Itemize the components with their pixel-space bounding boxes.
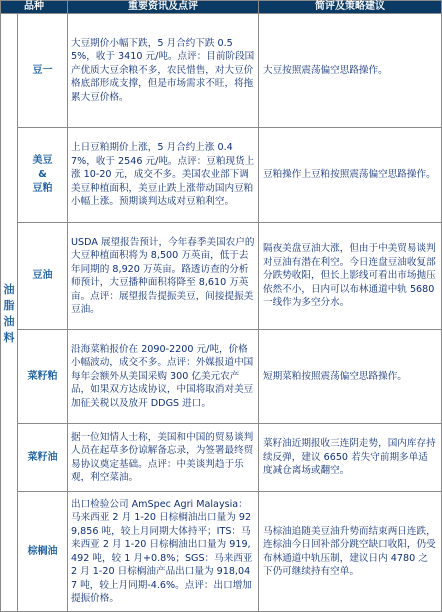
variety-name-line: 豆油 xyxy=(32,270,53,281)
category-char: 脂 xyxy=(3,298,15,312)
table-row xyxy=(1,128,442,223)
header-comment: 简评及策略建议 xyxy=(259,1,442,14)
header-news: 重要资讯及点评 xyxy=(68,1,259,14)
news-cell: 上日豆粕期价上涨，5 月合约上涨 0.47%，收于 2546 元/吨。点评：豆粕现货上涨 10-20 元，成交不多。美国农业部下调美豆种植面积，美豆止跌上涨带动国内豆粕小幅上涨。预期谈判达成对豆粕利空。 xyxy=(68,128,259,223)
variety-name xyxy=(18,330,68,424)
variety-name xyxy=(18,128,68,223)
news-cell: 大豆期价小幅下跌，5 月合约下跌 0.55%，收于 3410 元/吨。点评：目前阶段国产优质大豆余粮不多，农民惜售，对大豆价格底部形成支撑，但是市场需求不旺，将拖累大豆价格。 xyxy=(68,14,259,128)
news-cell: 据一位知情人士称，美国和中国的贸易谈判人员在起草多份谅解备忘录，为签署最终贸易协议奠定基础。点评：中美谈判趋于乐观，利空菜油。 xyxy=(68,424,259,492)
comment-cell: 菜籽油近期报收三连阴走势，国内库存持续反弹，建议 6650 若失守前期多单适度减仓离场或翻空。 xyxy=(259,424,442,492)
header-variety: 品种 xyxy=(1,1,68,14)
variety-name xyxy=(18,223,68,330)
variety-name-line: 美豆 xyxy=(32,155,53,166)
category-char: 料 xyxy=(3,330,15,344)
table-row xyxy=(1,330,442,424)
table-row xyxy=(1,223,442,330)
table-row xyxy=(1,14,442,128)
variety-name-line: 菜籽粕 xyxy=(27,370,58,382)
news-cell: 出口检验公司 AmSpec Agri Malaysia：马来西亚 2 月 1-20 日棕榈油出口量为 929,856 吨，较上月同期大体持平；ITS：马来西亚 2 月 1-20 日棕榈油出口量为 919,492 吨，较 1 月+0.8%；SGS：马来西亚 2 月 1-20 日棕榈油产品出口量为 918,047 吨，较上月同期-4.6%。点评：出口增加提振价格。 xyxy=(68,492,259,612)
variety-name-line: 菜籽油 xyxy=(27,451,58,463)
comment-cell: 隔夜美盘豆油大涨，但由于中美贸易谈判对豆油有潜在利空。今日连盘豆油收复部分跌势收阳，但长上影线可看出市场抛压依然不小，日内可以布林通道中轨 5680 一线作为多空分水。 xyxy=(259,223,442,330)
variety-name-line: 棕榈油 xyxy=(27,545,58,557)
table-row xyxy=(1,424,442,492)
comment-cell: 马棕油追随美豆油升势而结束两日连跌，连棕油今日回补部分跳空缺口收阳，仍受布林通道中轨压制，建议日内 4780 之下仍可继续持有空单。 xyxy=(259,492,442,612)
variety-name xyxy=(18,492,68,612)
variety-name-line: & xyxy=(38,169,47,180)
variety-name xyxy=(18,424,68,492)
variety-name xyxy=(18,14,68,128)
variety-name-line: 豆一 xyxy=(32,64,53,76)
header-row xyxy=(1,1,442,14)
category-char: 油 xyxy=(3,314,15,328)
news-cell: 沿海菜粕报价在 2090-2200 元/吨，价格小幅波动，成交不多。点评：外媒报道中国每年会额外从美国采购 300 亿美元农产品，如果双方达成协议，中国将取消对美豆加征关税以及放开 DDGS 进口。 xyxy=(68,330,259,424)
comment-cell: 豆粕操作上豆粕按照震荡偏空思路操作。 xyxy=(259,128,442,223)
category-cell xyxy=(1,14,18,612)
category-char: 油 xyxy=(3,282,15,296)
variety-name-line: 豆粕 xyxy=(32,183,53,194)
comment-cell: 短期菜粕按照震荡偏空思路操作。 xyxy=(259,330,442,424)
table-row xyxy=(1,492,442,612)
news-cell: USDA 展望报告预计，今年春季美国农户的大豆种植面积将为 8,500 万英亩，低于去年同期的 8,920 万英亩。路透访查的分析师预计，大豆播种面积将降至 8,610 万英亩。点评：展望报告提振美豆，间接提振美豆油。 xyxy=(68,223,259,330)
comment-cell: 大豆按照震荡偏空思路操作。 xyxy=(259,14,442,128)
